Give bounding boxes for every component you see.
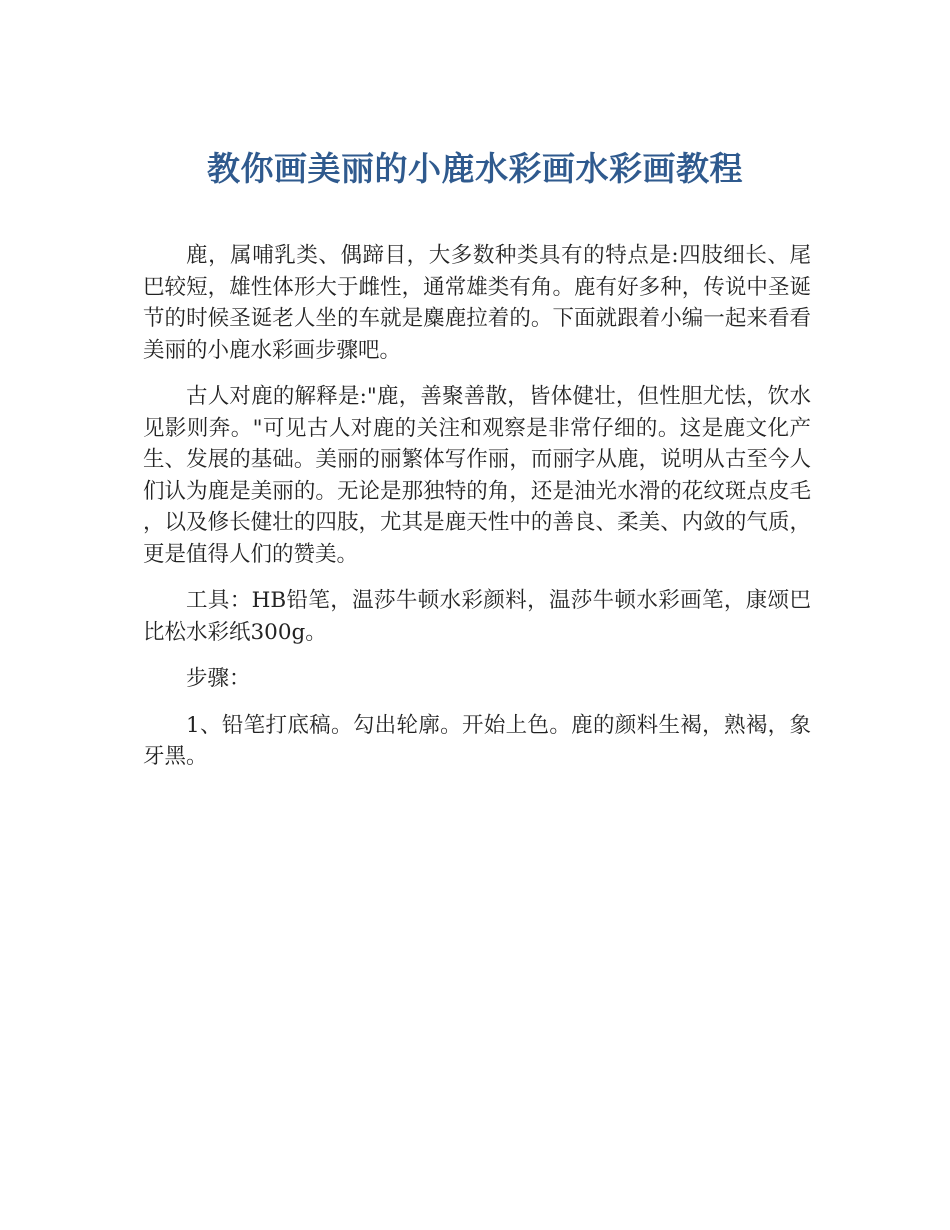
paragraph-tools: 工具：HB铅笔，温莎牛顿水彩颜料，温莎牛顿水彩画笔，康颂巴比松水彩纸300g。 bbox=[143, 588, 811, 645]
paragraph-steps-heading: 步骤： bbox=[186, 666, 251, 691]
document-title: 教你画美丽的小鹿水彩画水彩画教程 bbox=[207, 149, 743, 188]
document-body bbox=[143, 240, 811, 788]
paragraph-deer-intro: 鹿，属哺乳类、偶蹄目，大多数种类具有的特点是:四肢细长、尾巴较短，雄性体形大于雌性，通常雄类有角。鹿有好多种，传说中圣诞节的时候圣诞老人坐的车就是麋鹿拉着的。下面就跟着小编一起来看看美丽的小鹿水彩画步骤吧。 bbox=[143, 243, 811, 363]
paragraph-ancient-view: 古人对鹿的解释是:"鹿，善聚善散，皆体健壮，但性胆尤怯，饮水见影则奔。"可见古人对鹿的关注和观察是非常仔细的。这是鹿文化产生、发展的基础。美丽的丽繁体写作丽，而丽字从鹿，说明从古至今人们认为鹿是美丽的。无论是那独特的角，还是油光水滑的花纹斑点皮毛，以及修长健壮的四肢，尤其是鹿天性中的善良、柔美、内敛的气质，更是值得人们的赞美。 bbox=[143, 384, 811, 567]
paragraph-step-1: 1、铅笔打底稿。勾出轮廓。开始上色。鹿的颜料生褐，熟褐，象牙黑。 bbox=[143, 712, 811, 769]
